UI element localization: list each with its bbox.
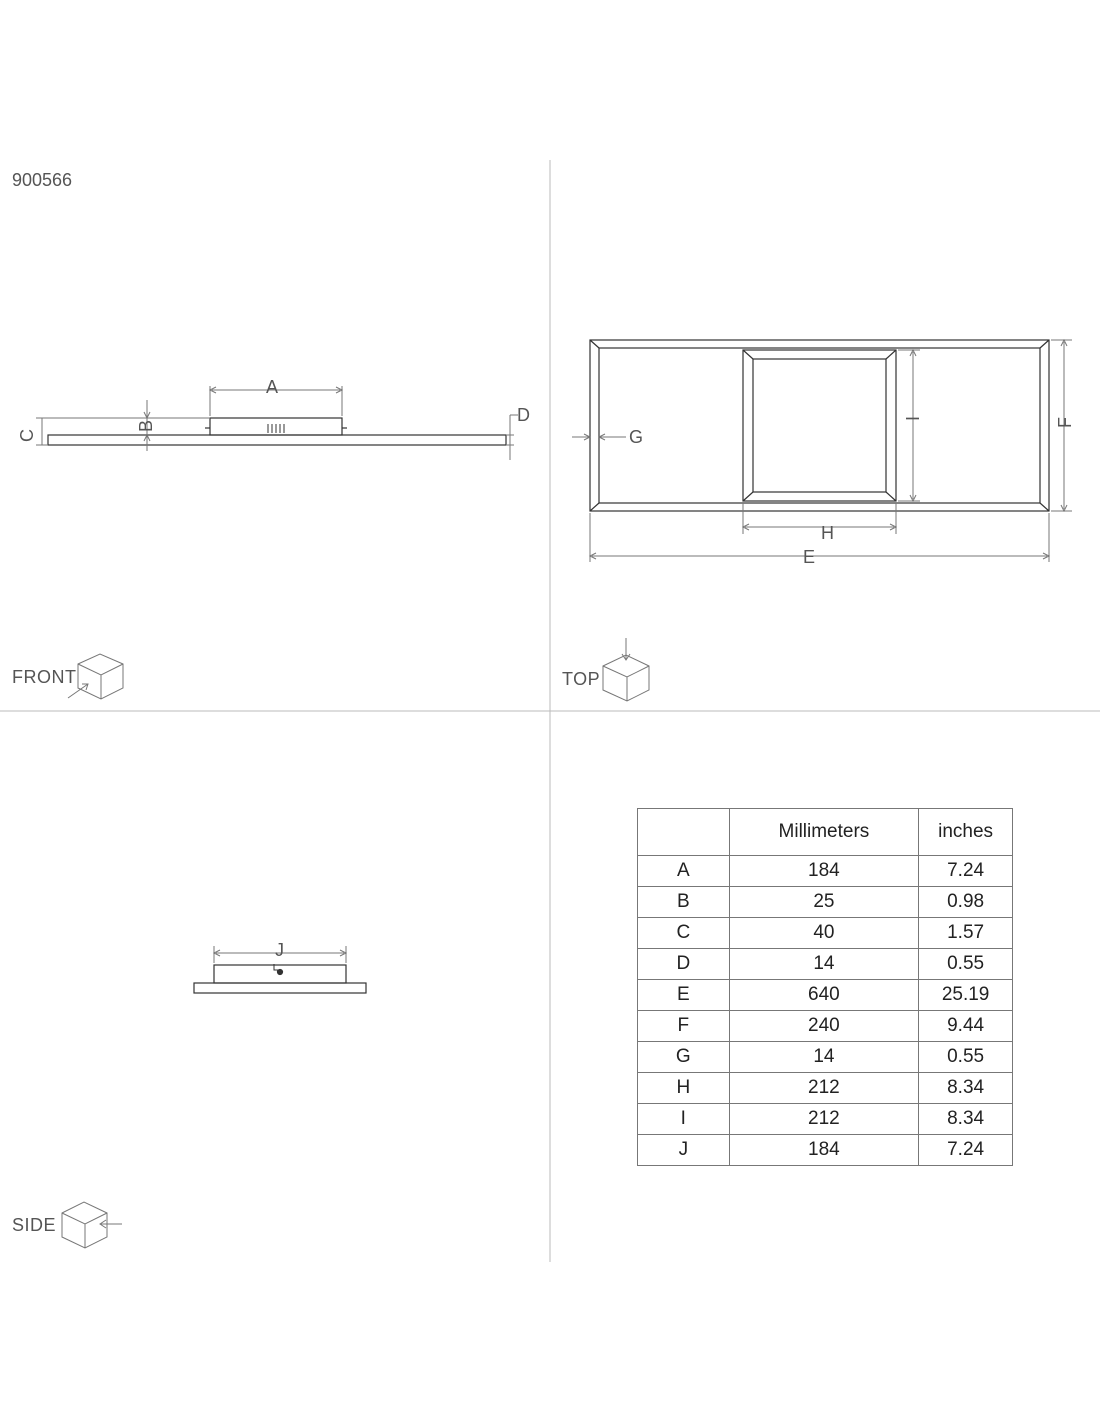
top-center-outer (743, 350, 896, 501)
dim-label-a: A (266, 377, 279, 397)
row-millimeters: 14 (729, 1042, 919, 1073)
top-center-inner (753, 359, 886, 492)
table-row (638, 980, 1013, 1011)
dim-label-b: B (136, 419, 156, 432)
table-row (638, 1135, 1013, 1166)
row-inches: 7.24 (919, 856, 1013, 887)
front-dimension-lines (36, 386, 518, 460)
top-view-label: TOP (562, 669, 601, 689)
dim-label-c: C (17, 429, 37, 442)
row-inches: 9.44 (919, 1011, 1013, 1042)
front-view-label: FRONT (12, 667, 77, 687)
side-screw (278, 970, 283, 975)
side-cube-icon (62, 1202, 122, 1248)
row-millimeters: 184 (729, 1135, 919, 1166)
row-label: B (638, 887, 730, 918)
row-label: I (638, 1104, 730, 1135)
row-label: C (638, 918, 730, 949)
table-row (638, 887, 1013, 918)
row-label: A (638, 856, 730, 887)
dim-label-f: F (1055, 417, 1075, 428)
table-row (638, 1042, 1013, 1073)
row-inches: 8.34 (919, 1073, 1013, 1104)
row-millimeters: 212 (729, 1073, 919, 1104)
side-panel (194, 983, 366, 993)
top-cube-icon (603, 638, 649, 701)
top-view-drawing (590, 340, 1049, 511)
dim-label-h: H (821, 523, 834, 543)
table-header-mm: Millimeters (729, 809, 919, 856)
row-label: H (638, 1073, 730, 1104)
row-millimeters: 240 (729, 1011, 919, 1042)
row-label: D (638, 949, 730, 980)
table-row (638, 856, 1013, 887)
table-row (638, 1073, 1013, 1104)
row-inches: 8.34 (919, 1104, 1013, 1135)
table-row (638, 1104, 1013, 1135)
row-inches: 0.55 (919, 1042, 1013, 1073)
row-millimeters: 640 (729, 980, 919, 1011)
row-inches: 0.98 (919, 887, 1013, 918)
row-label: E (638, 980, 730, 1011)
side-view-drawing (194, 964, 366, 993)
product-code: 900566 (12, 170, 73, 190)
row-millimeters: 40 (729, 918, 919, 949)
row-inches: 7.24 (919, 1135, 1013, 1166)
row-inches: 25.19 (919, 980, 1013, 1011)
row-label: G (638, 1042, 730, 1073)
dim-label-i: I (903, 415, 923, 421)
row-millimeters: 184 (729, 856, 919, 887)
table-header-blank (638, 809, 730, 856)
table-header-in: inches (919, 809, 1013, 856)
dim-label-e: E (803, 547, 816, 567)
row-inches: 1.57 (919, 918, 1013, 949)
table-row (638, 1011, 1013, 1042)
dimensions-table (637, 808, 1013, 1166)
table-row (638, 949, 1013, 980)
dim-label-d: D (517, 405, 530, 425)
dim-label-j: J (275, 940, 284, 960)
row-millimeters: 14 (729, 949, 919, 980)
row-label: J (638, 1135, 730, 1166)
front-view-drawing (48, 418, 506, 445)
table-row (638, 918, 1013, 949)
dim-label-g: G (629, 427, 644, 447)
side-view-label: SIDE (12, 1215, 57, 1235)
row-inches: 0.55 (919, 949, 1013, 980)
row-millimeters: 212 (729, 1104, 919, 1135)
vent-slots (268, 424, 284, 433)
row-label: F (638, 1011, 730, 1042)
row-millimeters: 25 (729, 887, 919, 918)
table-header-row (638, 809, 1013, 856)
top-outer-frame (590, 340, 1049, 511)
top-inner-frame (599, 348, 1040, 503)
front-panel (48, 435, 506, 445)
